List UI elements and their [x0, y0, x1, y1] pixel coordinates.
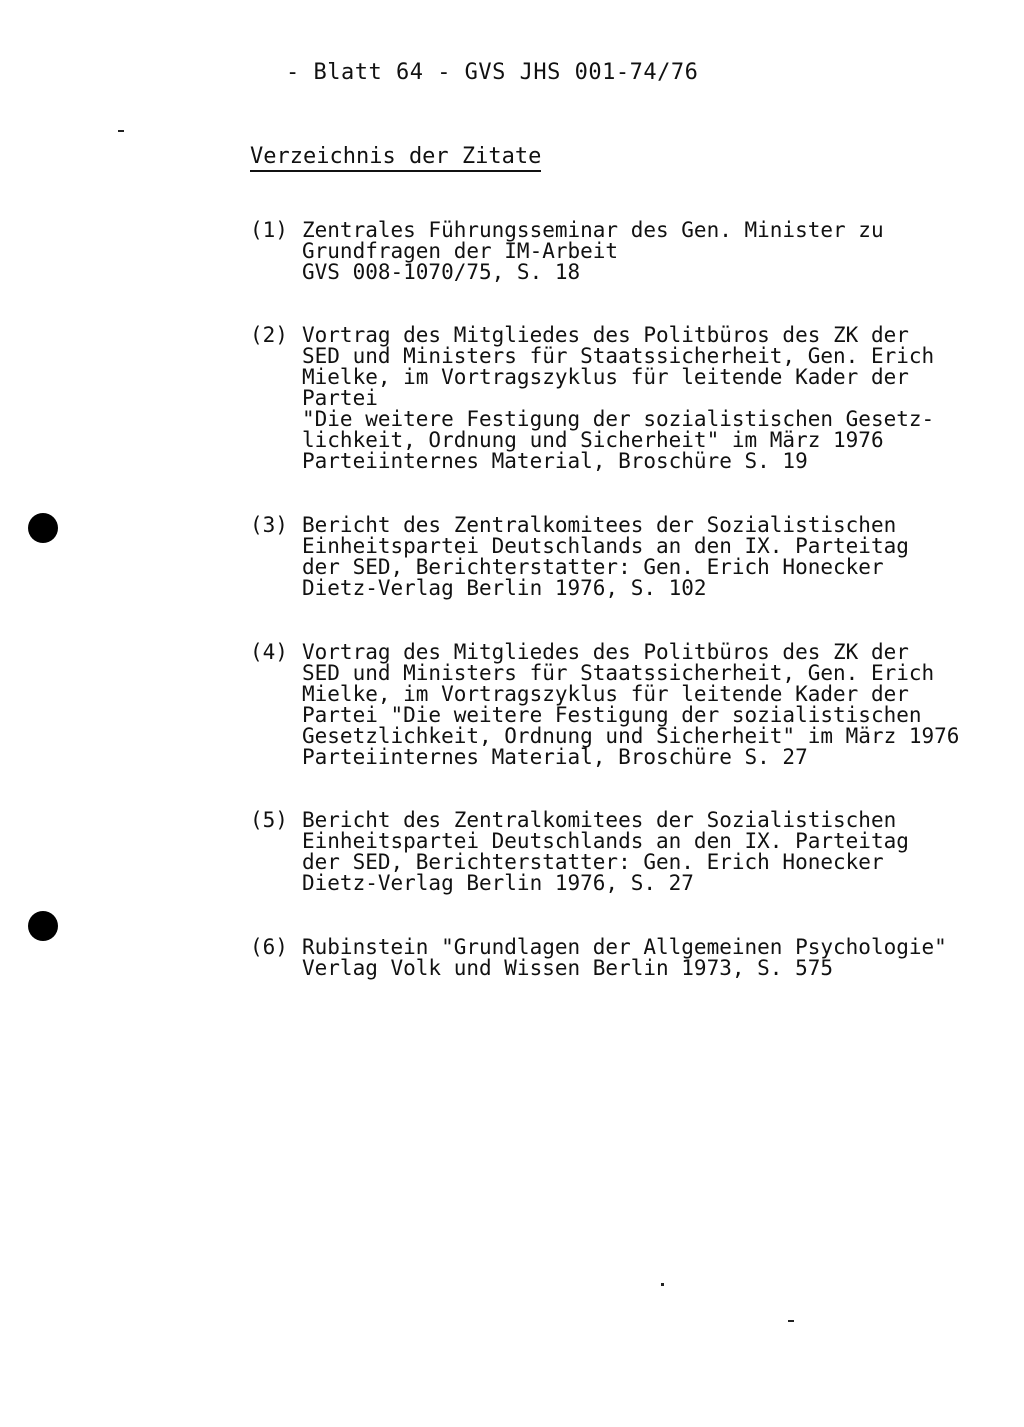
citation-line: Vortrag des Mitgliedes des Politbüros des ZK der: [302, 640, 909, 664]
citation-line: Mielke, im Vortragszyklus für leitende Kader der: [302, 682, 909, 706]
citation-line: Parteiinternes Material, Broschüre S. 27: [302, 745, 808, 769]
citation-number: (6): [250, 935, 288, 959]
citation-number: (4): [250, 640, 288, 664]
citation-number: (3): [250, 513, 288, 537]
citation-line: der SED, Berichterstatter: Gen. Erich Honecker: [302, 555, 884, 579]
citation-line: Zentrales Führungsseminar des Gen. Minister zu: [302, 218, 884, 242]
citation-line: lichkeit, Ordnung und Sicherheit" im März 1976: [302, 428, 884, 452]
punch-hole-bottom: [28, 911, 58, 941]
citation-line: SED und Ministers für Staatssicherheit, Gen. Erich: [302, 344, 935, 368]
scan-speck: [118, 130, 124, 132]
citation-line: Verlag Volk und Wissen Berlin 1973, S. 575: [302, 956, 834, 980]
punch-hole-top: [28, 513, 58, 543]
citation-line: SED und Ministers für Staatssicherheit, Gen. Erich: [302, 661, 935, 685]
citation-number: (1): [250, 218, 288, 242]
citation-line: GVS 008-1070/75, S. 18: [302, 260, 581, 284]
citation-line: Grundfragen der IM-Arbeit: [302, 239, 619, 263]
citation-line: "Die weitere Festigung der sozialistischen Gesetz-: [302, 407, 935, 431]
scan-speck: [788, 1320, 794, 1322]
page-header: - Blatt 64 - GVS JHS 001-74/76: [286, 60, 699, 85]
section-title: Verzeichnis der Zitate: [250, 145, 541, 172]
citation-line: Dietz-Verlag Berlin 1976, S. 27: [302, 871, 694, 895]
citation-line: Partei: [302, 386, 378, 410]
citation-line: Vortrag des Mitgliedes des Politbüros des ZK der: [302, 323, 909, 347]
citation-line: Mielke, im Vortragszyklus für leitende Kader der: [302, 365, 909, 389]
scan-speck: [661, 1283, 664, 1286]
citation-line: Bericht des Zentralkomitees der Sozialistischen: [302, 513, 897, 537]
citation-line: Einheitspartei Deutschlands an den IX. Parteitag: [302, 829, 909, 853]
citation-line: Gesetzlichkeit, Ordnung und Sicherheit" im März 1976: [302, 724, 960, 748]
citation-line: Bericht des Zentralkomitees der Sozialistischen: [302, 808, 897, 832]
citation-line: Dietz-Verlag Berlin 1976, S. 102: [302, 576, 707, 600]
citation-line: Parteiinternes Material, Broschüre S. 19: [302, 449, 808, 473]
citation-number: (2): [250, 323, 288, 347]
citation-line: Rubinstein "Grundlagen der Allgemeinen Psychologie": [302, 935, 947, 959]
citation-line: Partei "Die weitere Festigung der sozialistischen: [302, 703, 922, 727]
citation-line: Einheitspartei Deutschlands an den IX. Parteitag: [302, 534, 909, 558]
citation-line: der SED, Berichterstatter: Gen. Erich Honecker: [302, 850, 884, 874]
citation-number: (5): [250, 808, 288, 832]
